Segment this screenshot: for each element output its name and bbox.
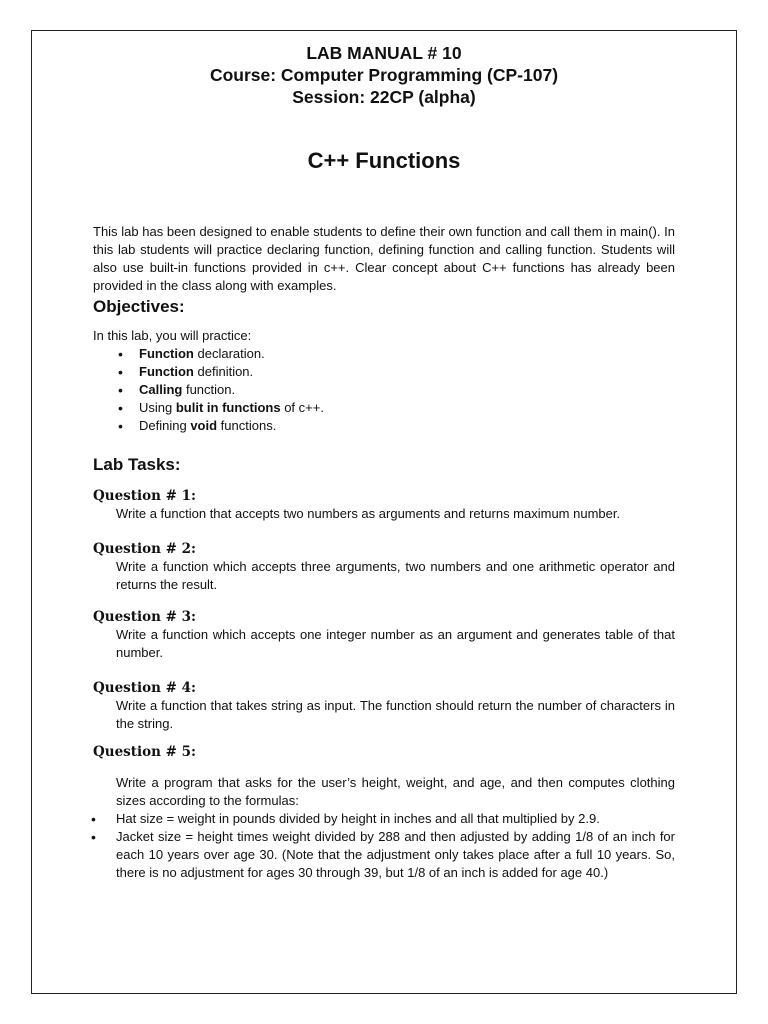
objective-bold: Function <box>139 346 194 361</box>
question-text: Write a program that asks for the user’s height, weight, and age, and then computes clothing sizes according to the formulas: <box>116 775 675 808</box>
objective-bold: Function <box>139 364 194 379</box>
objective-rest: functions. <box>217 418 277 433</box>
objective-pre: Using <box>139 400 176 415</box>
objectives-list <box>118 345 675 435</box>
header-session: Session: 22CP (alpha) <box>292 87 476 107</box>
question-5 <box>93 743 675 882</box>
formula-item: • Hat size = weight in pounds divided by height in inches and all that multiplied by 2.9. <box>93 810 675 828</box>
question-5-bullets <box>93 810 675 882</box>
header-course: Course: Computer Programming (CP-107) <box>209 65 559 85</box>
question-title: Question # 3: <box>93 609 197 625</box>
objective-item <box>118 399 675 417</box>
question-text: Write a function which accepts one integer number as an argument and generates table of that number. <box>116 627 675 660</box>
objective-item <box>118 363 675 381</box>
question-3 <box>93 608 675 662</box>
question-text: Write a function that accepts two numbers as arguments and returns maximum number. <box>116 506 621 521</box>
document-content <box>93 40 675 882</box>
objectives-intro: In this lab, you will practice: <box>93 328 252 343</box>
objectives-heading: Objectives: <box>93 297 185 316</box>
objective-pre: Defining <box>139 418 191 433</box>
question-2 <box>93 540 675 594</box>
objective-item <box>118 345 675 363</box>
objective-item <box>118 381 675 399</box>
objective-rest: function. <box>182 382 236 397</box>
objective-rest: declaration. <box>193 346 265 361</box>
question-title: Question # 5: <box>93 744 197 760</box>
question-text: Write a function which accepts three arguments, two numbers and one arithmetic operator and returns the result. <box>116 559 675 592</box>
question-title: Question # 2: <box>93 541 197 557</box>
objective-item <box>118 417 675 435</box>
objective-bold: Calling <box>139 382 183 397</box>
objective-rest: definition. <box>193 364 254 379</box>
question-title: Question # 1: <box>93 488 197 504</box>
lab-tasks-heading: Lab Tasks: <box>93 455 181 474</box>
intro-paragraph: This lab has been designed to enable students to define their own function and call them in main(). In this lab students will practice declaring function, defining function and calling function. Students will also use built-in functions provided in c++. Clear concept about C++ functions has already been provided in the class along with examples. <box>93 224 675 293</box>
header-lab-manual: LAB MANUAL # 10 <box>306 43 462 63</box>
question-4 <box>93 679 675 733</box>
formula-item: • Jacket size = height times weight divided by 288 and then adjusted by adding 1/8 of an inch for each 10 years over age 30. (Note that the adjustment only takes place after a full 10 years. So, there is no adjustment for ages 30 through 39, but 1/8 of an inch is added for age 40.) <box>93 828 675 882</box>
question-text: Write a function that takes string as input. The function should return the number of characters in the string. <box>116 698 675 731</box>
objective-rest: of c++. <box>280 400 324 415</box>
question-title: Question # 4: <box>93 680 197 696</box>
question-1 <box>93 487 675 523</box>
document-title: C++ Functions <box>307 148 461 173</box>
lab-header <box>93 42 675 108</box>
objective-bold: bulit in functions <box>175 400 281 415</box>
objective-bold: void <box>190 418 218 433</box>
